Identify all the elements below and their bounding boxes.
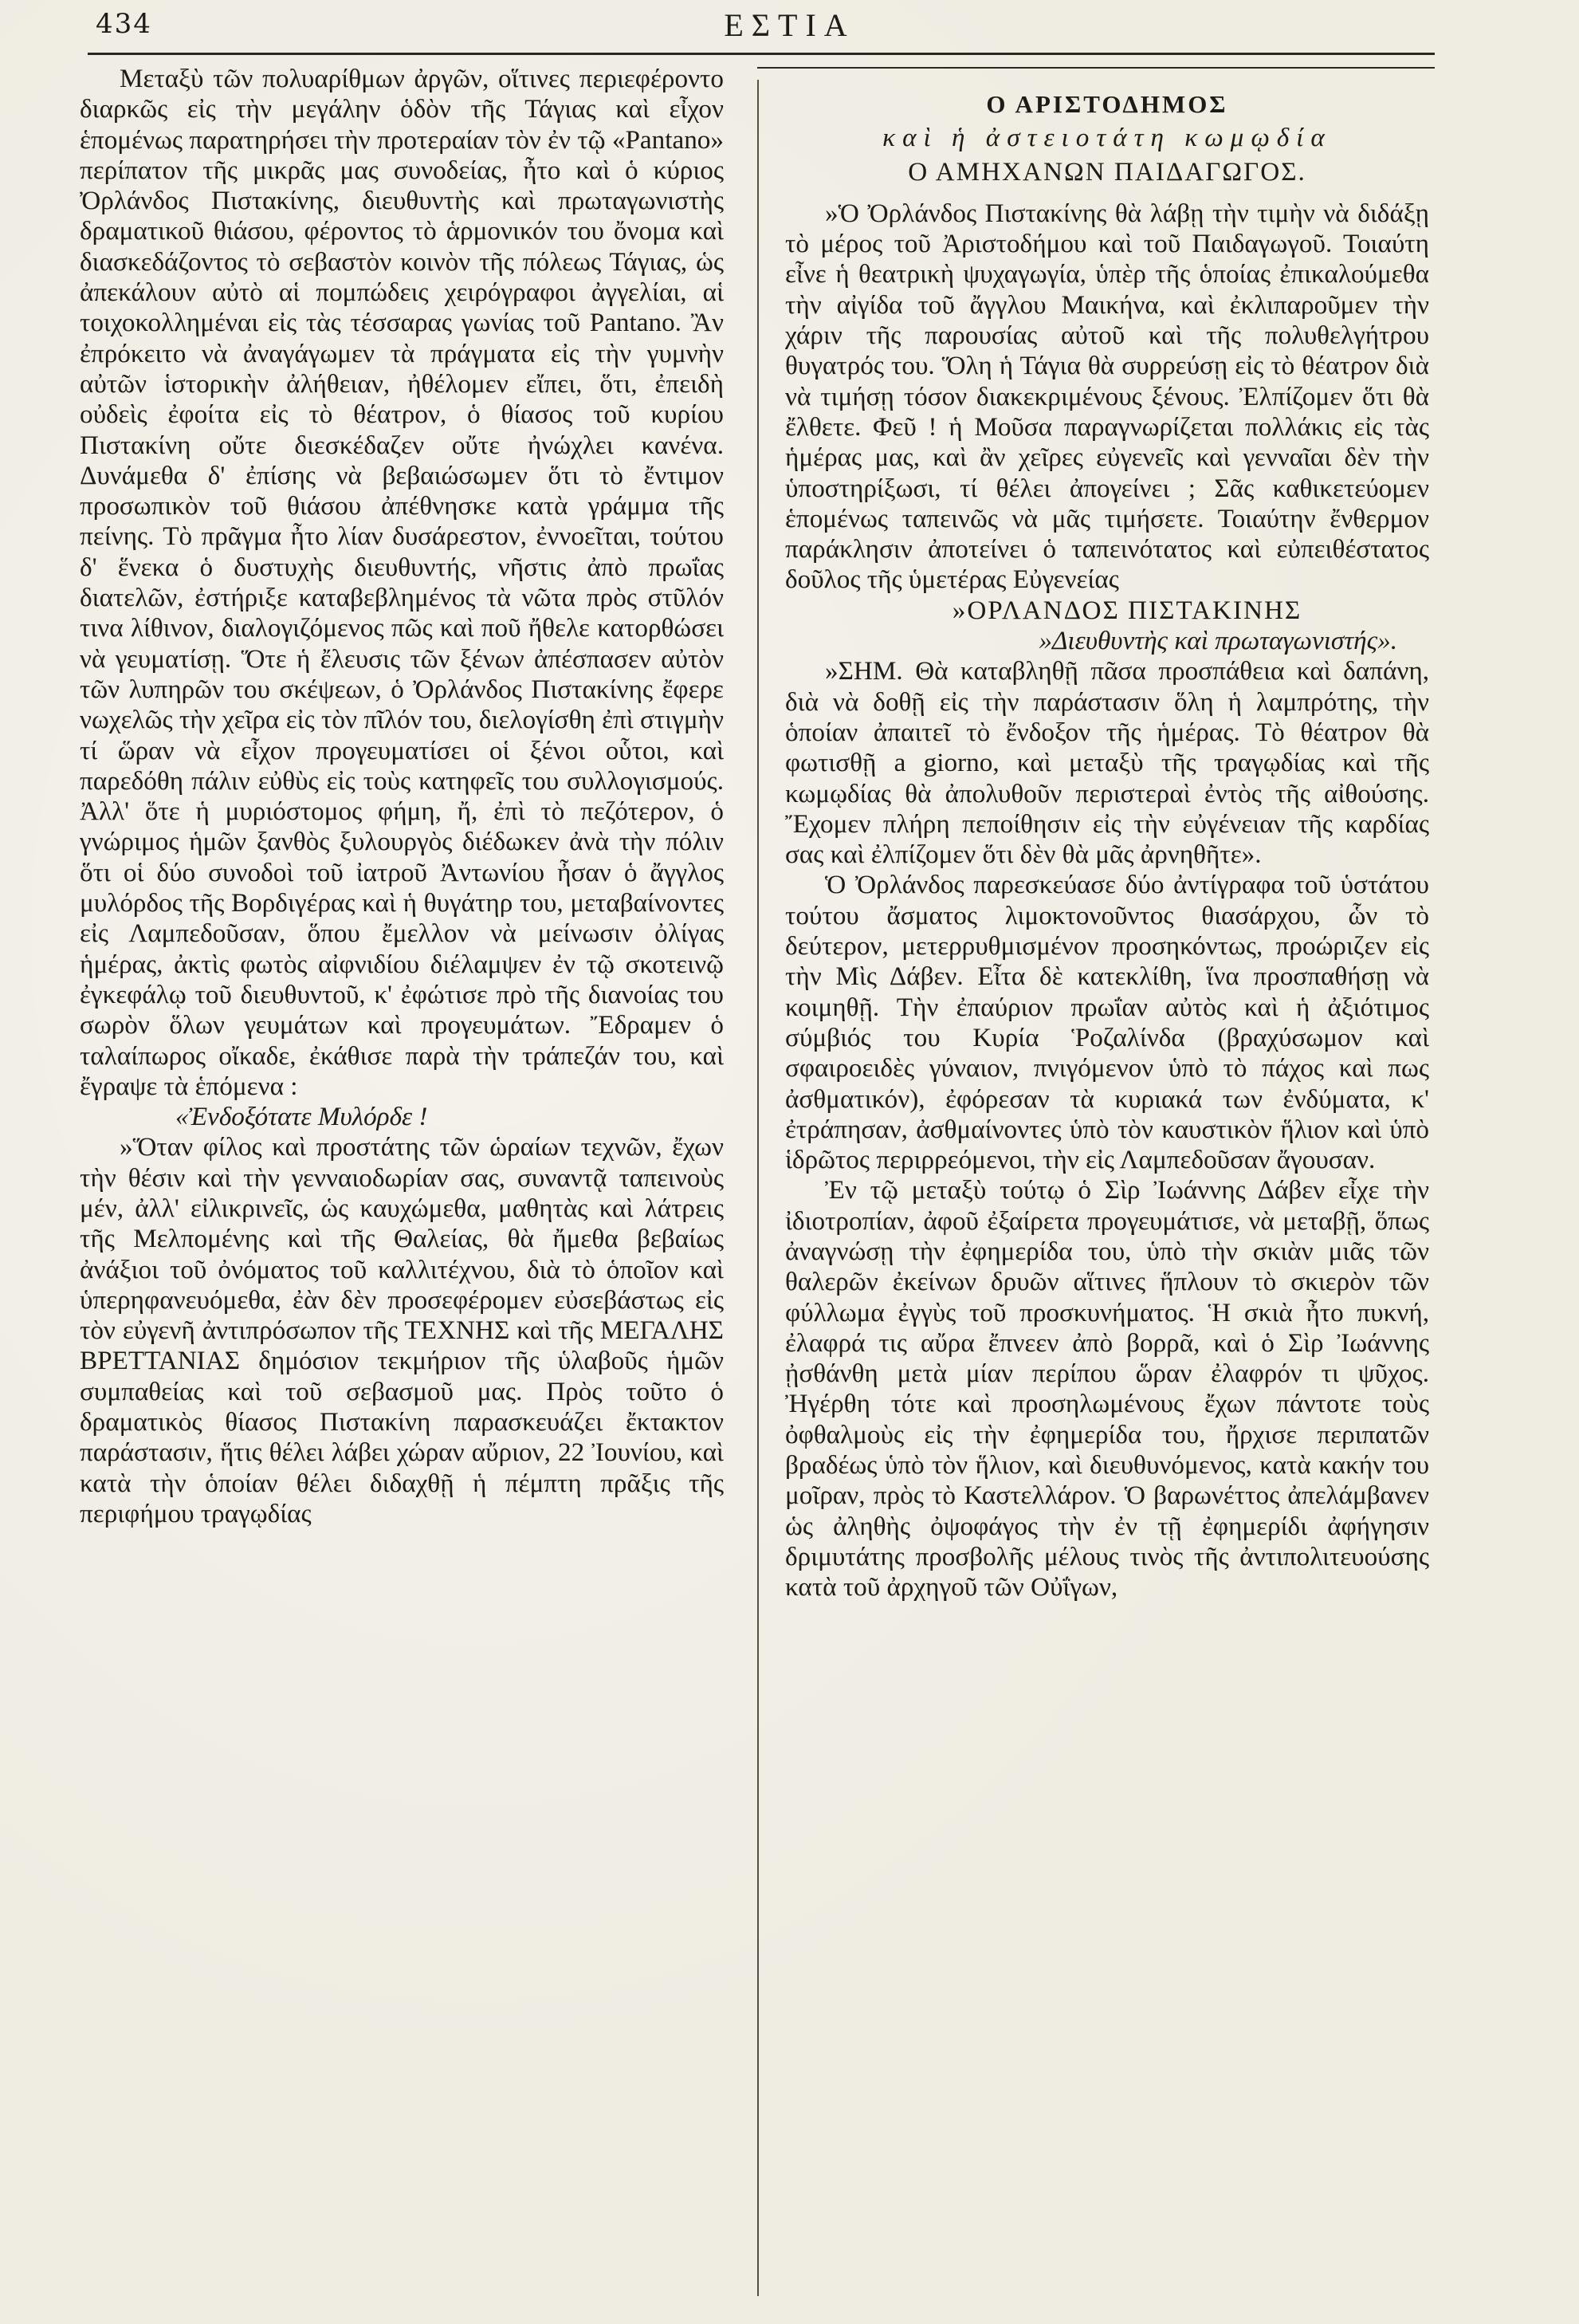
signature-name: »ΟΡΛΑΝΔΟΣ ΠΙΣΤΑΚΙΝΗΣ [952, 595, 1302, 625]
paragraph: Ὁ Ὀρλάνδος παρεσκεύασε δύο ἀντίγραφα τοῦ ὑστάτου τούτου ἄσματος λιμοκτονοῦντος θιασάρχου, ὧν τὸ δεύτερον, μετερρυθμισμένον προσηκόντως, προώριζεν εἰς τὴν Μὶς Δάβεν. Εἶτα δὲ κατεκλίθη, ἵνα προσπαθήσῃ νὰ κοιμηθῇ. Τὴν ἐπαύριον πρωΐαν αὐτὸς καὶ ἡ ἀξιότιμος σύμβιός του Κυρία Ῥοζαλίνδα (βραχύσωμον καὶ σφαιροειδὲς γύναιον, πνιγόμενον ὑπὸ τὸ πάχος καὶ πως ἀσθματικόν), ἐφόρεσαν τὰ κυριακά των ἐνδύματα, κ' ἐτράπησαν, ἀσθμαίνοντες ὑπὸ τὸν καυστικὸν ἥλιον καὶ ὑπὸ ἱδρῶτος περιρρεόμενοι, τὴν εἰς Λαμπεδοῦσαν ἄγουσαν. [785, 870, 1429, 1175]
letter-salutation: «Ἐνδοξότατε Μυλόρδε ! [175, 1102, 428, 1132]
right-column-rule [757, 67, 1435, 69]
column-divider [757, 80, 759, 2296]
play-subtitle: καὶ ἡ ἀστειοτάτη κωμῳδία [882, 123, 1332, 153]
right-column [785, 89, 1429, 1603]
page-header [0, 0, 1579, 56]
left-column [80, 64, 724, 1529]
paragraph: »Ὅταν φίλος καὶ προστάτης τῶν ὡραίων τεχνῶν, ἔχων τὴν θέσιν καὶ τὴν γενναιοδωρίαν σας, συναντᾷ ταπεινοὺς μέν, ἀλλ' εἰλικρινεῖς, ὡς καυχώμεθα, μαθητὰς καὶ λάτρεις τῆς Μελπομένης καὶ τῆς Θαλείας, θὰ ἤμεθα βεβαίως ἀνάξιοι τοῦ ὀνόματος τοῦ καλλιτέχνου, διὰ τὸ ὁποῖον καὶ ὑπερηφανευόμεθα, ἐὰν δὲν προσεφέρομεν εὐσεβάστως εἰς τὸν εὐγενῆ ἀντιπρόσωπον τῆς ΤΕΧΝΗΣ καὶ τῆς ΜΕΓΑΛΗΣ ΒΡΕΤΤΑΝΙΑΣ δημόσιον τεκμήριον τῆς ὑλαβοῦς ἡμῶν συμπαθείας καὶ τοῦ σεβασμοῦ μας. Πρὸς τοῦτο ὁ δραματικὸς θίασος Πιστακίνη παρασκευάζει ἔκτακτον παράστασιν, ἥτις θέλει λάβει χώραν αὔριον, 22 Ἰουνίου, καὶ κατὰ τὴν ὁποίαν θέλει διδαχθῇ ἡ πέμπτη πρᾶξις τῆς περιφήμου τραγῳδίας [80, 1132, 724, 1528]
play-title: Ο ΑΡΙΣΤΟΔΗΜΟΣ [986, 90, 1228, 118]
comedy-title: Ο ΑΜΗΧΑΝΩΝ ΠΑΙΔΑΓΩΓΟΣ. [908, 156, 1306, 187]
signature-title: »Διευθυντὴς καὶ πρωταγωνιστής». [1039, 626, 1397, 656]
paragraph: »ΣΗΜ. Θὰ καταβληθῇ πᾶσα προσπάθεια καὶ δαπάνη, διὰ νὰ δοθῇ εἰς τὴν παράστασιν ὅλη ἡ λαμπρότης, τὴν ὁποίαν ἀπαιτεῖ τὸ ἔνδοξον τῆς ἡμέρας. Τὸ θέατρον θὰ φωτισθῇ a giorno, καὶ μεταξὺ τῆς τραγῳδίας καὶ τῆς κωμῳδίας θὰ ἀπολυθοῦν περιστεραὶ ἐντὸς τῆς αἰθούσης. Ἔχομεν πλήρη πεποίθησιν εἰς τὴν εὐγένειαν τῆς καρδίας σας καὶ ἐλπίζομεν ὅτι δὲν θὰ μᾶς ἀρνηθῆτε». [785, 656, 1429, 870]
header-rule [88, 53, 1435, 55]
paragraph: »Ὁ Ὀρλάνδος Πιστακίνης θὰ λάβῃ τὴν τιμὴν νὰ διδάξῃ τὸ μέρος τοῦ Ἀριστοδήμου καὶ τοῦ Παιδαγωγοῦ. Τοιαύτη εἶνε ἡ θεατρικὴ ψυχαγωγία, ὑπὲρ τῆς ὁποίας ἐπικαλούμεθα τὴν αἰγίδα τοῦ ἄγγλου Μαικήνα, καὶ ἐκλιπαροῦμεν τὴν χάριν τῆς παρουσίας αὐτοῦ καὶ τῆς πολυθελγήτρου θυγατρός του. Ὅλη ἡ Τάγια θὰ συρρεύσῃ εἰς τὸ θέατρον διὰ νὰ τιμήσῃ τόσον διακεκριμένους ξένους. Ἐλπίζομεν ὅτι θὰ ἔλθετε. Φεῦ ! ἡ Μοῦσα παραγνωρίζεται πολλάκις εἰς τὰς ἡμέρας μας, καὶ ἂν χεῖρες εὐγενεῖς καὶ γενναῖαι δὲν τὴν ὑποστηρίξωσι, τί θέλει ἀπογείνει ; Σᾶς καθικετεύομεν ἑπομένως ταπεινῶς νὰ μᾶς τιμήσετε. Τοιαύτην ἔνθερμον παράκλησιν ἀποτείνει ὁ ταπεινότατος καὶ εὐπειθέστατος δοῦλος τῆς ὑμετέρας Εὐγενείας [785, 198, 1429, 595]
paragraph: Ἐν τῷ μεταξὺ τούτῳ ὁ Σὶρ Ἰωάννης Δάβεν εἶχε τὴν ἰδιοτροπίαν, ἀφοῦ ἐξαίρετα προγευμάτισε, νὰ μεταβῇ, ὅπως ἀναγνώσῃ τὴν ἐφημερίδα του, ὑπὸ τὴν σκιὰν μιᾶς τῶν θαλερῶν ἐκείνων δρυῶν αἵτινες ἥπλουν τὸ σκιερὸν τῶν φύλλωμα ἐγγὺς τοῦ προσκυνήματος. Ἡ σκιὰ ἦτο πυκνή, ἐλαφρά τις αὔρα ἔπνεεν ἀπὸ βορρᾶ, καὶ ὁ Σὶρ Ἰωάννης ᾐσθάνθη μετὰ μίαν περίπου ὥραν ἐλαφρόν τι ψῦχος. Ἠγέρθη τότε καὶ προσηλωμένους ἔχων πάντοτε τοὺς ὀφθαλμοὺς εἰς τὴν ἐφημερίδα του, ἤρχισε περιπατῶν βραδέως ὑπὸ τὸν ἥλιον, καὶ διευθυνόμενος, κατὰ κακήν του μοῖραν, πρὸς τὸ Καστελλάρον. Ὁ βαρωνέττος ἀπελάμβανεν ὡς ἀληθὴς ὀψοφάγος τὴν ἐν τῇ ἐφημερίδι ἀφήγησιν δριμυτάτης προσβολῆς μέλους τινὸς τῆς ἀντιπολιτευούσης κατὰ τοῦ ἀρχηγοῦ τῶν Οὐΐγων, [785, 1175, 1429, 1602]
paragraph: Μεταξὺ τῶν πολυαρίθμων ἀργῶν, οἵτινες περιεφέροντο διαρκῶς εἰς τὴν μεγάλην ὁδὸν τῆς Τάγιας καὶ εἶχον ἑπομένως παρατηρήσει τὴν προτεραίαν τὸν ἐν τῷ «Pantano» περίπατον τῆς μικρᾶς μας συνοδείας, ἦτο καὶ ὁ κύριος Ὀρλάνδος Πιστακίνης, διευθυντὴς καὶ πρωταγωνιστὴς δραματικοῦ θιάσου, φέροντος τὸ ἁρμονικόν του ὄνομα καὶ διασκεδάζοντος τὸ σεβαστὸν κοινὸν τῆς πόλεως Τάγιας, ὡς ἀπεκάλουν αὐτὸ αἱ πομπώδεις χειρόγραφοι ἀγγελίαι, αἱ τοιχοκολλημέναι εἰς τὰς τέσσαρας γωνίας τοῦ Pantano. Ἂν ἐπρόκειτο νὰ ἀναγάγωμεν τὰ πράγματα εἰς τὴν γυμνὴν αὐτῶν ἱστορικὴν ἀλήθειαν, ἠθέλομεν εἴπει, ὅτι, ἐπειδὴ οὐδεὶς ἐφοίτα εἰς τὸ θέατρον, ὁ θίασος τοῦ κυρίου Πιστακίνη οὔτε διεσκέδαζεν οὔτε ἠνώχλει κανένα. Δυνάμεθα δ' ἐπίσης νὰ βεβαιώσωμεν ὅτι τὸ ἔντιμον προσωπικὸν τοῦ θιάσου ἀπέθνησκε κατὰ γράμμα τῆς πείνης. Τὸ πρᾶγμα ἦτο λίαν δυσάρεστον, ἐννοεῖται, τούτου δ' ἕνεκα ὁ δυστυχὴς διευθυντής, νῆστις ἀπὸ πρωΐας διατελῶν, ἐστήριξε καταβεβλημένος τὰ νῶτα πρὸς στῦλόν τινα λίθινον, διαλογιζόμενος πῶς καὶ ποῦ ἤθελε κατορθώσει νὰ γευματίσῃ. Ὅτε ἡ ἔλευσις τῶν ξένων ἀπέσπασεν αὐτὸν τῶν λυπηρῶν του σκέψεων, ὁ Ὀρλάνδος Πιστακίνης ἔφερε νωχελῶς τὴν χεῖρα εἰς τὸν πῖλόν του, διελογίσθη ἐπὶ στιγμὴν τί ὥραν νὰ εἶχον προγευματίσει οἱ ξένοι οὗτοι, καὶ παρεδόθη πάλιν εὐθὺς εἰς τοὺς κατηφεῖς του συλλογισμούς. Ἀλλ' ὅτε ἡ μυριόστομος φήμη, ἤ, ἐπὶ τὸ πεζότερον, ὁ γνώριμος ἡμῶν ξανθὸς ξυλουργὸς διέδωκεν ἀνὰ τὴν πόλιν ὅτι οἱ δύο συνοδοὶ τοῦ ἰατροῦ Ἀντωνίου ἦσαν ὁ ἄγγλος μυλόρδος τῆς Βορδιγέρας καὶ ἡ θυγάτηρ του, μεταβαίνοντες εἰς Λαμπεδοῦσαν, ὅπου ἔμελλον νὰ μείνωσιν ὀλίγας ἡμέρας, ἀκτὶς φωτὸς αἰφνιδίου διέλαμψεν ἐν τῷ σκοτεινῷ ἐγκεφάλῳ τοῦ διευθυντοῦ, κ' ἐφώτισε πρὸ τῆς διανοίας του σωρὸν ὅλων γευμάτων καὶ προγευμάτων. Ἔδραμεν ὁ ταλαίπωρος οἴκαδε, ἐκάθισε παρὰ τὴν τράπεζάν του, καὶ ἔγραψε τὰ ἑπόμενα : [80, 64, 725, 1101]
running-title: ΕΣΤΙΑ [724, 7, 855, 43]
page-number: 434 [96, 8, 152, 40]
